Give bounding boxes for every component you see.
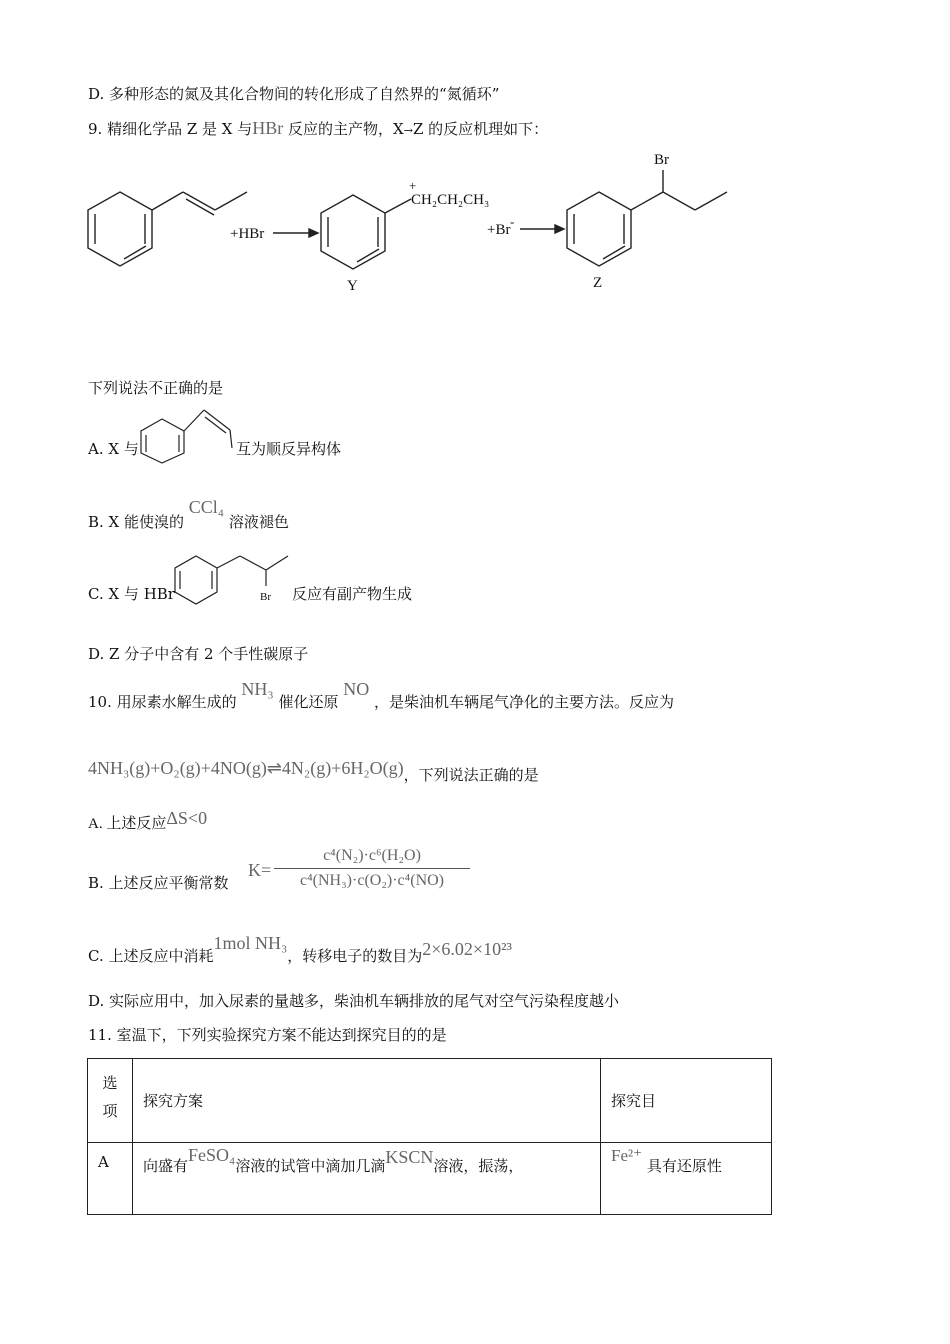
row-a-goal bbox=[601, 1143, 772, 1215]
k-symbol: K= bbox=[248, 860, 272, 880]
table-header-row bbox=[88, 1059, 772, 1143]
feso4-formula: FeSO₄ bbox=[188, 1145, 236, 1165]
equation-tail: ，下列说法正确的是 bbox=[403, 766, 539, 784]
cis-isomer-structure bbox=[136, 404, 236, 466]
plus-hbr-label: +HBr bbox=[230, 226, 265, 242]
q9-option-c bbox=[88, 584, 175, 604]
header-goal: 探究目 bbox=[601, 1059, 772, 1143]
row-a-plan-post: 溶液，振荡， bbox=[433, 1157, 524, 1175]
k-fraction bbox=[272, 844, 472, 893]
equation-left: 4NH₃(g)+O₂(g)+4NO(g) bbox=[88, 758, 267, 778]
bromide-charge: - bbox=[510, 214, 515, 229]
q9-option-a-pre: A. X 与 bbox=[88, 440, 139, 458]
label-z: Z bbox=[593, 275, 603, 291]
q10-equation-line bbox=[88, 758, 539, 785]
header-plan: 探究方案 bbox=[133, 1059, 601, 1143]
q11-table bbox=[87, 1058, 772, 1215]
q10-stem bbox=[88, 679, 675, 712]
row-a-plan bbox=[133, 1143, 601, 1215]
q9-stem bbox=[88, 118, 548, 141]
q9-stem-end: Z 的反应机理如下： bbox=[412, 120, 549, 138]
q9-question: 下列说法不正确的是 bbox=[88, 379, 224, 397]
q9-stem-post: 反应的主产物，X bbox=[288, 120, 404, 138]
q9-option-b-post: 溶液褪色 bbox=[228, 513, 289, 531]
delta-s-formula: ΔS<0 bbox=[166, 808, 208, 828]
label-y: Y bbox=[347, 278, 358, 294]
q9-option-d: D. Z 分子中含有 2 个手性碳原子 bbox=[88, 645, 309, 663]
q9-option-a-post: 互为顺反异构体 bbox=[236, 440, 342, 458]
q9-stem-arrow: → bbox=[403, 124, 413, 137]
row-a-plan-pre: 向盛有 bbox=[143, 1157, 189, 1175]
q10-option-d: D. 实际应用中，加入尿素的量越多，柴油机车辆排放的尾气对空气污染程度越小 bbox=[88, 992, 620, 1010]
q11-stem: 11. 室温下，下列实验探究方案不能达到探究目的的是 bbox=[88, 1026, 447, 1044]
row-a-option: A bbox=[88, 1143, 133, 1215]
q9-option-b-pre: B. X 能使溴的 bbox=[88, 513, 185, 531]
electron-count: 2×6.02×10²³ bbox=[422, 939, 512, 959]
cation-chain-label: CH₂CH₂CH₃ bbox=[411, 192, 490, 208]
row-a-goal-text: 具有还原性 bbox=[646, 1157, 722, 1175]
q8-option-d: D. 多种形态的氮及其化合物间的转化形成了自然界的“氮循环” bbox=[88, 85, 500, 103]
z-br-label: Br bbox=[654, 152, 669, 168]
q10-option-c-mid: ，转移电子的数目为 bbox=[287, 947, 423, 965]
q9-mechanism-scheme bbox=[0, 140, 950, 300]
header-option: 选项 bbox=[102, 1074, 118, 1120]
q10-option-c-pre: C. 上述反应中消耗 bbox=[88, 947, 214, 965]
fe2-ion: Fe²⁺ bbox=[611, 1146, 643, 1165]
equation-arrow: ⇌ bbox=[266, 758, 282, 778]
kscn-formula: KSCN bbox=[385, 1147, 434, 1167]
plus-br-label: +Br bbox=[487, 222, 511, 238]
q9-option-a bbox=[88, 439, 139, 459]
molecule-y bbox=[321, 195, 411, 269]
table-row bbox=[88, 1143, 772, 1215]
q10-option-a-pre: A. 上述反应 bbox=[88, 816, 167, 832]
no-formula: NO bbox=[343, 679, 370, 699]
q9-option-c-post: 反应有副产物生成 bbox=[292, 585, 413, 603]
q10-option-a bbox=[88, 808, 208, 834]
q10-option-b-pre: B. 上述反应平衡常数 bbox=[88, 874, 229, 892]
q9-stem-reagent: HBr bbox=[252, 118, 284, 138]
q9-option-b bbox=[88, 497, 289, 532]
molecule-x bbox=[88, 192, 247, 266]
nh3-formula: NH₃ bbox=[241, 679, 274, 699]
ccl4-formula: CCl₄ bbox=[188, 497, 225, 517]
k-numerator: c⁴(N₂)·c⁶(H₂O) bbox=[323, 847, 421, 864]
k-denominator: c⁴(NH₃)·c(O₂)·c⁴(NO) bbox=[299, 872, 444, 889]
q10-stem-pre: 10. 用尿素水解生成的 bbox=[88, 693, 237, 711]
row-a-plan-mid: 溶液的试管中滴加几滴 bbox=[235, 1157, 386, 1175]
molecule-z bbox=[567, 170, 727, 266]
cation-charge: + bbox=[409, 178, 417, 193]
q10-option-b bbox=[88, 873, 229, 893]
q10-stem-mid: 催化还原 bbox=[278, 693, 339, 711]
q10-stem-post: ，是柴油机车辆尾气净化的主要方法。反应为 bbox=[374, 693, 675, 711]
q10-option-c bbox=[88, 933, 512, 966]
side-product-structure bbox=[170, 550, 290, 606]
equation-right: 4N₂(g)+6H₂O(g) bbox=[281, 758, 404, 778]
side-product-br: Br bbox=[260, 591, 271, 603]
q9-stem-pre: 9. 精细化学品 Z 是 X 与 bbox=[88, 120, 253, 138]
q9-option-c-pre: C. X 与 HBr bbox=[88, 585, 175, 603]
one-mol-nh3: 1mol NH₃ bbox=[213, 933, 288, 953]
